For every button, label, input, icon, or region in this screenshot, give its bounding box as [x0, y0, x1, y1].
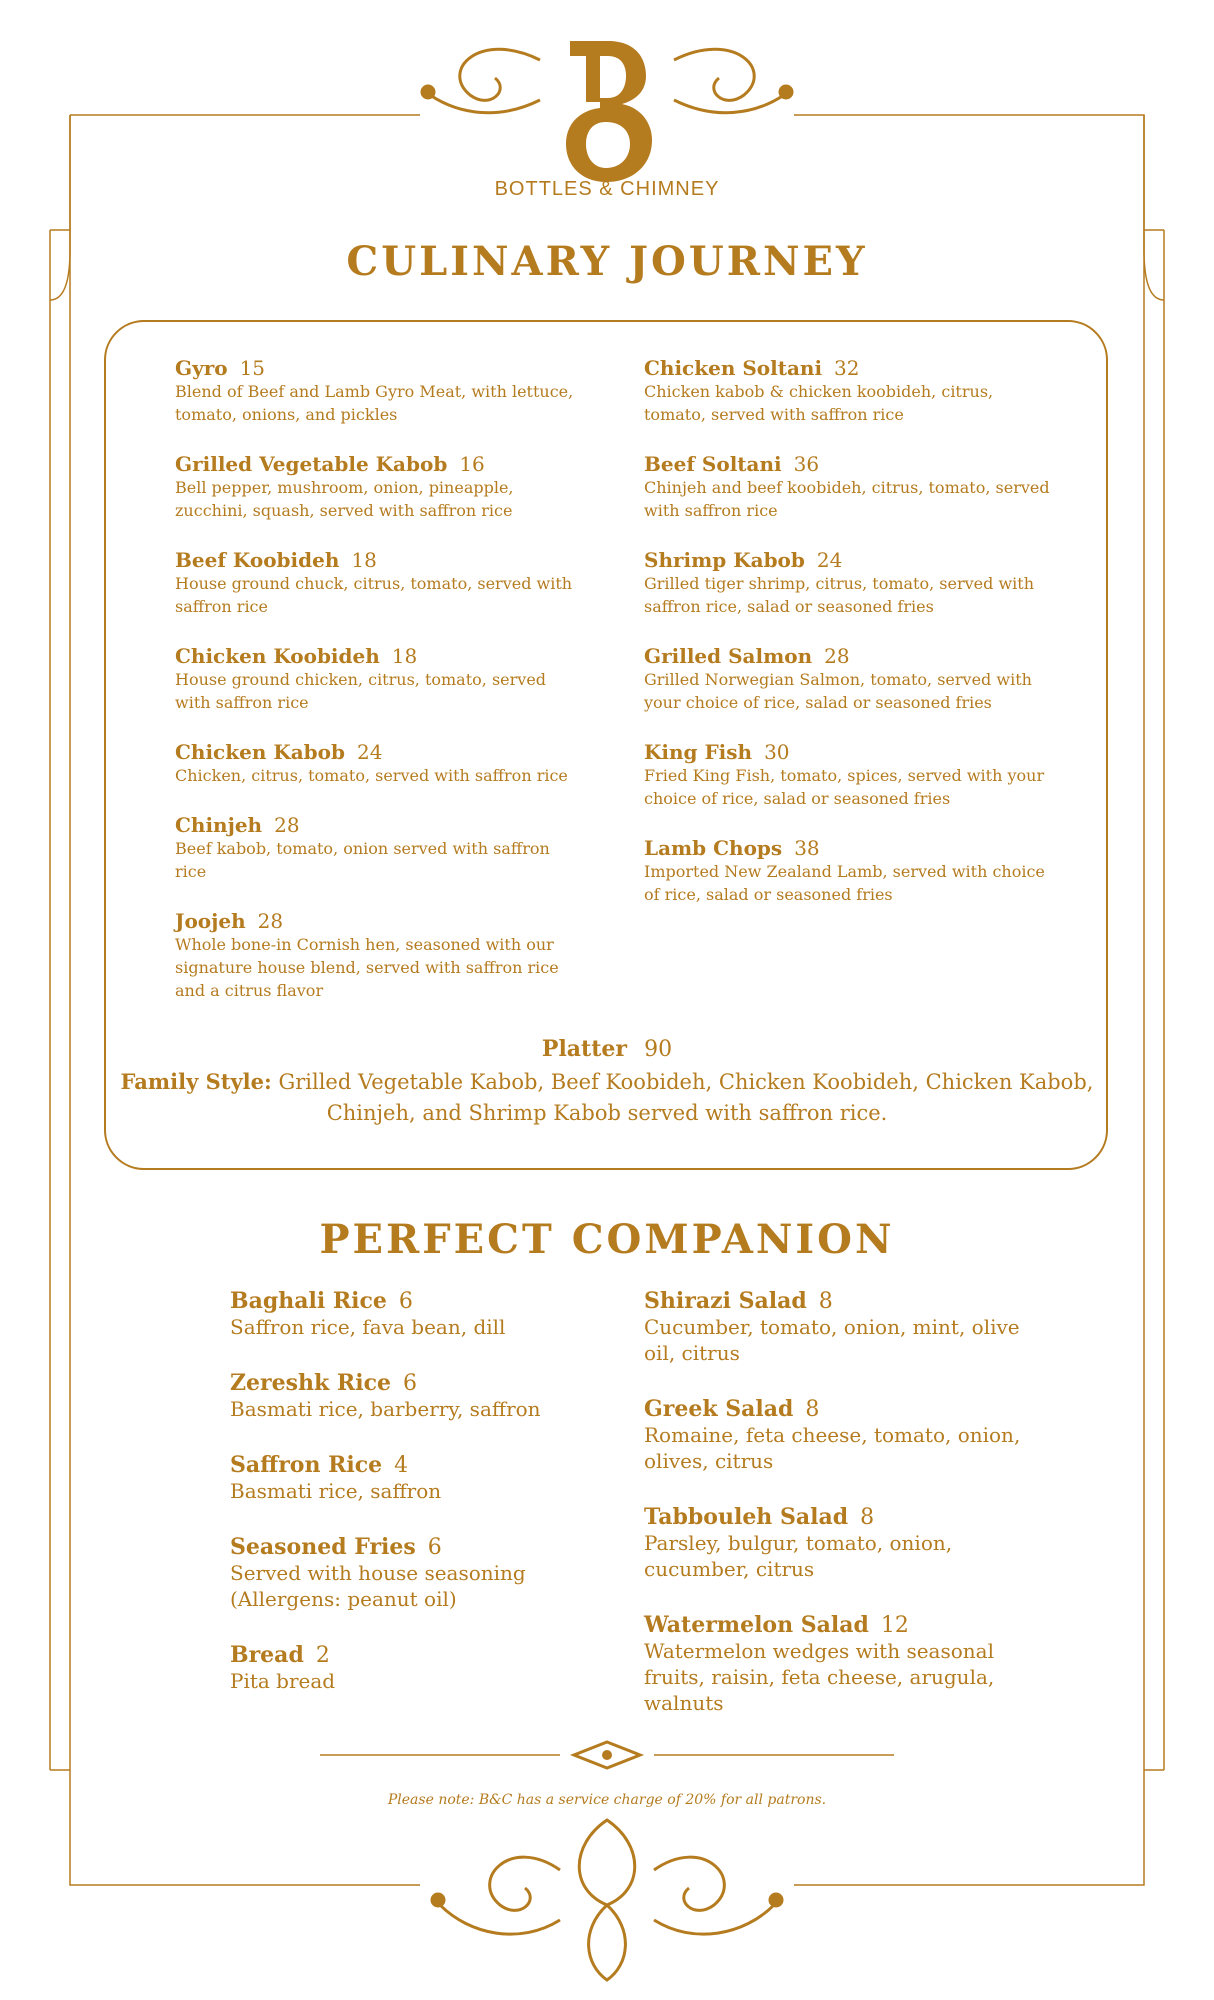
menu-item-description: House ground chuck, citrus, tomato, served with saffron rice — [175, 574, 573, 616]
menu-item-price: 18 — [351, 548, 377, 572]
menu-item-price: 30 — [764, 740, 790, 764]
menu-item-price: 8 — [805, 1397, 820, 1422]
divider-ornament — [574, 1742, 640, 1768]
menu-item — [230, 1452, 570, 1504]
menu-item-price: 15 — [239, 356, 266, 380]
menu-item-description: Beef kabob, tomato, onion served with saffron rice — [175, 839, 550, 881]
menu-item-description: Grilled tiger shrimp, citrus, tomato, served with saffron rice, salad or seasoned fries — [644, 574, 1034, 616]
menu-item — [230, 1642, 570, 1694]
menu-item-description: Chicken, citrus, tomato, served with saffron rice — [175, 766, 568, 785]
menu-item-name: Grilled Vegetable Kabob — [175, 452, 448, 476]
menu-item-price: 32 — [834, 356, 860, 380]
menu-item-name: Lamb Chops — [644, 836, 783, 860]
menu-item-price: 28 — [274, 813, 300, 837]
menu-item — [644, 740, 1054, 810]
platter-description — [120, 1066, 1094, 1129]
menu-item-description: Whole bone-in Cornish hen, seasoned with our signature house blend, served with saffron rice and a citrus flavor — [175, 935, 559, 1000]
platter-desc-text: Grilled Vegetable Kabob, Beef Koobideh, Chicken Koobideh, Chicken Kabob, Chinjeh, and Shrimp Kabob served with saffron rice. — [278, 1070, 1094, 1125]
menu-item-name: Gyro — [175, 356, 228, 380]
menu-item-price: 4 — [394, 1453, 409, 1478]
menu-item — [644, 452, 1054, 522]
menu-item-name: Greek Salad — [644, 1396, 794, 1422]
menu-item-price: 24 — [356, 740, 383, 764]
platter-label: Family Style: — [120, 1069, 272, 1094]
menu-item-description: Parsley, bulgur, tomato, onion, cucumber, citrus — [644, 1531, 953, 1581]
menu-item-description: Chicken kabob & chicken koobideh, citrus, tomato, served with saffron rice — [644, 382, 994, 424]
menu-item — [175, 813, 585, 883]
menu-item-description: Basmati rice, saffron — [230, 1479, 442, 1503]
menu-item-description: House ground chicken, citrus, tomato, served with saffron rice — [175, 670, 547, 712]
menu-item-price: 28 — [824, 644, 850, 668]
menu-item-name: Zereshk Rice — [230, 1370, 391, 1396]
menu-item-description: Grilled Norwegian Salmon, tomato, served with your choice of rice, salad or seasoned fries — [644, 670, 1032, 712]
menu-item — [230, 1370, 570, 1422]
menu-item-name: Tabbouleh Salad — [644, 1504, 849, 1530]
menu-item — [644, 356, 1054, 426]
menu-item-name: Chinjeh — [175, 813, 263, 837]
menu-item-price: 12 — [880, 1613, 909, 1638]
menu-item-price: 28 — [257, 909, 284, 933]
menu-item-name: Chicken Soltani — [644, 356, 823, 380]
platter-name: Platter — [541, 1036, 627, 1062]
menu-item-name: Seasoned Fries — [230, 1534, 416, 1560]
menu-item-name: Joojeh — [175, 909, 246, 933]
menu-item-description: Cucumber, tomato, onion, mint, olive oil, citrus — [644, 1315, 1020, 1365]
menu-item-name: Beef Soltani — [644, 452, 782, 476]
bottom-ornament — [432, 1820, 782, 1980]
companion-title: PERFECT COMPANION — [319, 1216, 895, 1263]
menu-item-description: Chinjeh and beef koobideh, citrus, tomato, served with saffron rice — [644, 478, 1050, 520]
logo — [0, 0, 1214, 220]
menu-item-name: Beef Koobideh — [175, 548, 340, 572]
menu-item-description: Blend of Beef and Lamb Gyro Meat, with lettuce, tomato, onions, and pickles — [175, 382, 574, 424]
menu-item-price: 8 — [860, 1505, 875, 1530]
menu-item-price: 6 — [427, 1535, 442, 1560]
menu-item-description: Pita bread — [230, 1669, 336, 1693]
menu-item — [175, 909, 585, 1002]
monogram-logo — [560, 36, 654, 186]
menu-item-name: Shrimp Kabob — [644, 548, 805, 572]
menu-item — [230, 1288, 570, 1340]
menu-item — [175, 452, 585, 522]
menu-item — [230, 1534, 570, 1612]
menu-item — [644, 1288, 1024, 1366]
menu-item-description: Bell pepper, mushroom, onion, pineapple, zucchini, squash, served with saffron rice — [175, 478, 514, 520]
menu-item-name: Bread — [230, 1642, 304, 1668]
menu-item-name: Chicken Kabob — [175, 740, 345, 764]
menu-item-name: Grilled Salmon — [644, 644, 813, 668]
menu-item-name: Baghali Rice — [230, 1288, 387, 1314]
menu-item-description: Served with house seasoning (Allergens: peanut oil) — [230, 1561, 526, 1611]
menu-item-price: 36 — [793, 452, 820, 476]
menu-item — [644, 1504, 1024, 1582]
culinary-left-column — [175, 356, 585, 1028]
menu-item-price: 8 — [818, 1289, 833, 1314]
menu-item — [644, 836, 1054, 906]
menu-item — [644, 548, 1054, 618]
culinary-right-column — [644, 356, 1054, 932]
menu-item-name: Saffron Rice — [230, 1452, 383, 1478]
menu-item-name: King Fish — [644, 740, 753, 764]
menu-item-price: 24 — [816, 548, 843, 572]
service-charge-note: Please note: B&C has a service charge of 20% for all patrons. — [387, 1792, 827, 1808]
menu-item-price: 6 — [402, 1371, 417, 1396]
menu-item-name: Watermelon Salad — [644, 1612, 869, 1638]
menu-item-price: 38 — [794, 836, 820, 860]
menu-item-name: Chicken Koobideh — [175, 644, 380, 668]
menu-item — [175, 644, 585, 714]
menu-item — [644, 644, 1054, 714]
menu-item-description: Imported New Zealand Lamb, served with choice of rice, salad or seasoned fries — [644, 862, 1045, 904]
menu-item-description: Romaine, feta cheese, tomato, onion, olives, citrus — [644, 1423, 1021, 1473]
culinary-title: CULINARY JOURNEY — [346, 238, 868, 285]
menu-item-description: Fried King Fish, tomato, spices, served with your choice of rice, salad or seasoned fries — [644, 766, 1045, 808]
brand-name: BOTTLES & CHIMNEY — [494, 178, 720, 200]
menu-item-price: 6 — [398, 1289, 413, 1314]
menu-item — [644, 1612, 1024, 1716]
menu-item-name: Shirazi Salad — [644, 1288, 807, 1314]
menu-item-description: Saffron rice, fava bean, dill — [230, 1315, 506, 1339]
menu-item — [644, 1396, 1024, 1474]
menu-item — [175, 740, 585, 787]
platter-price: 90 — [644, 1037, 673, 1062]
companion-left-column — [230, 1288, 570, 1724]
menu-item-price: 18 — [391, 644, 418, 668]
menu-item — [175, 548, 585, 618]
menu-item-description: Basmati rice, barberry, saffron — [230, 1397, 541, 1421]
menu-item-price: 2 — [315, 1643, 330, 1668]
menu-item — [175, 356, 585, 426]
platter-section — [120, 1036, 1094, 1129]
menu-item-description: Watermelon wedges with seasonal fruits, raisin, feta cheese, arugula, walnuts — [644, 1639, 995, 1715]
companion-right-column — [644, 1288, 1024, 1746]
menu-item-price: 16 — [459, 452, 485, 476]
